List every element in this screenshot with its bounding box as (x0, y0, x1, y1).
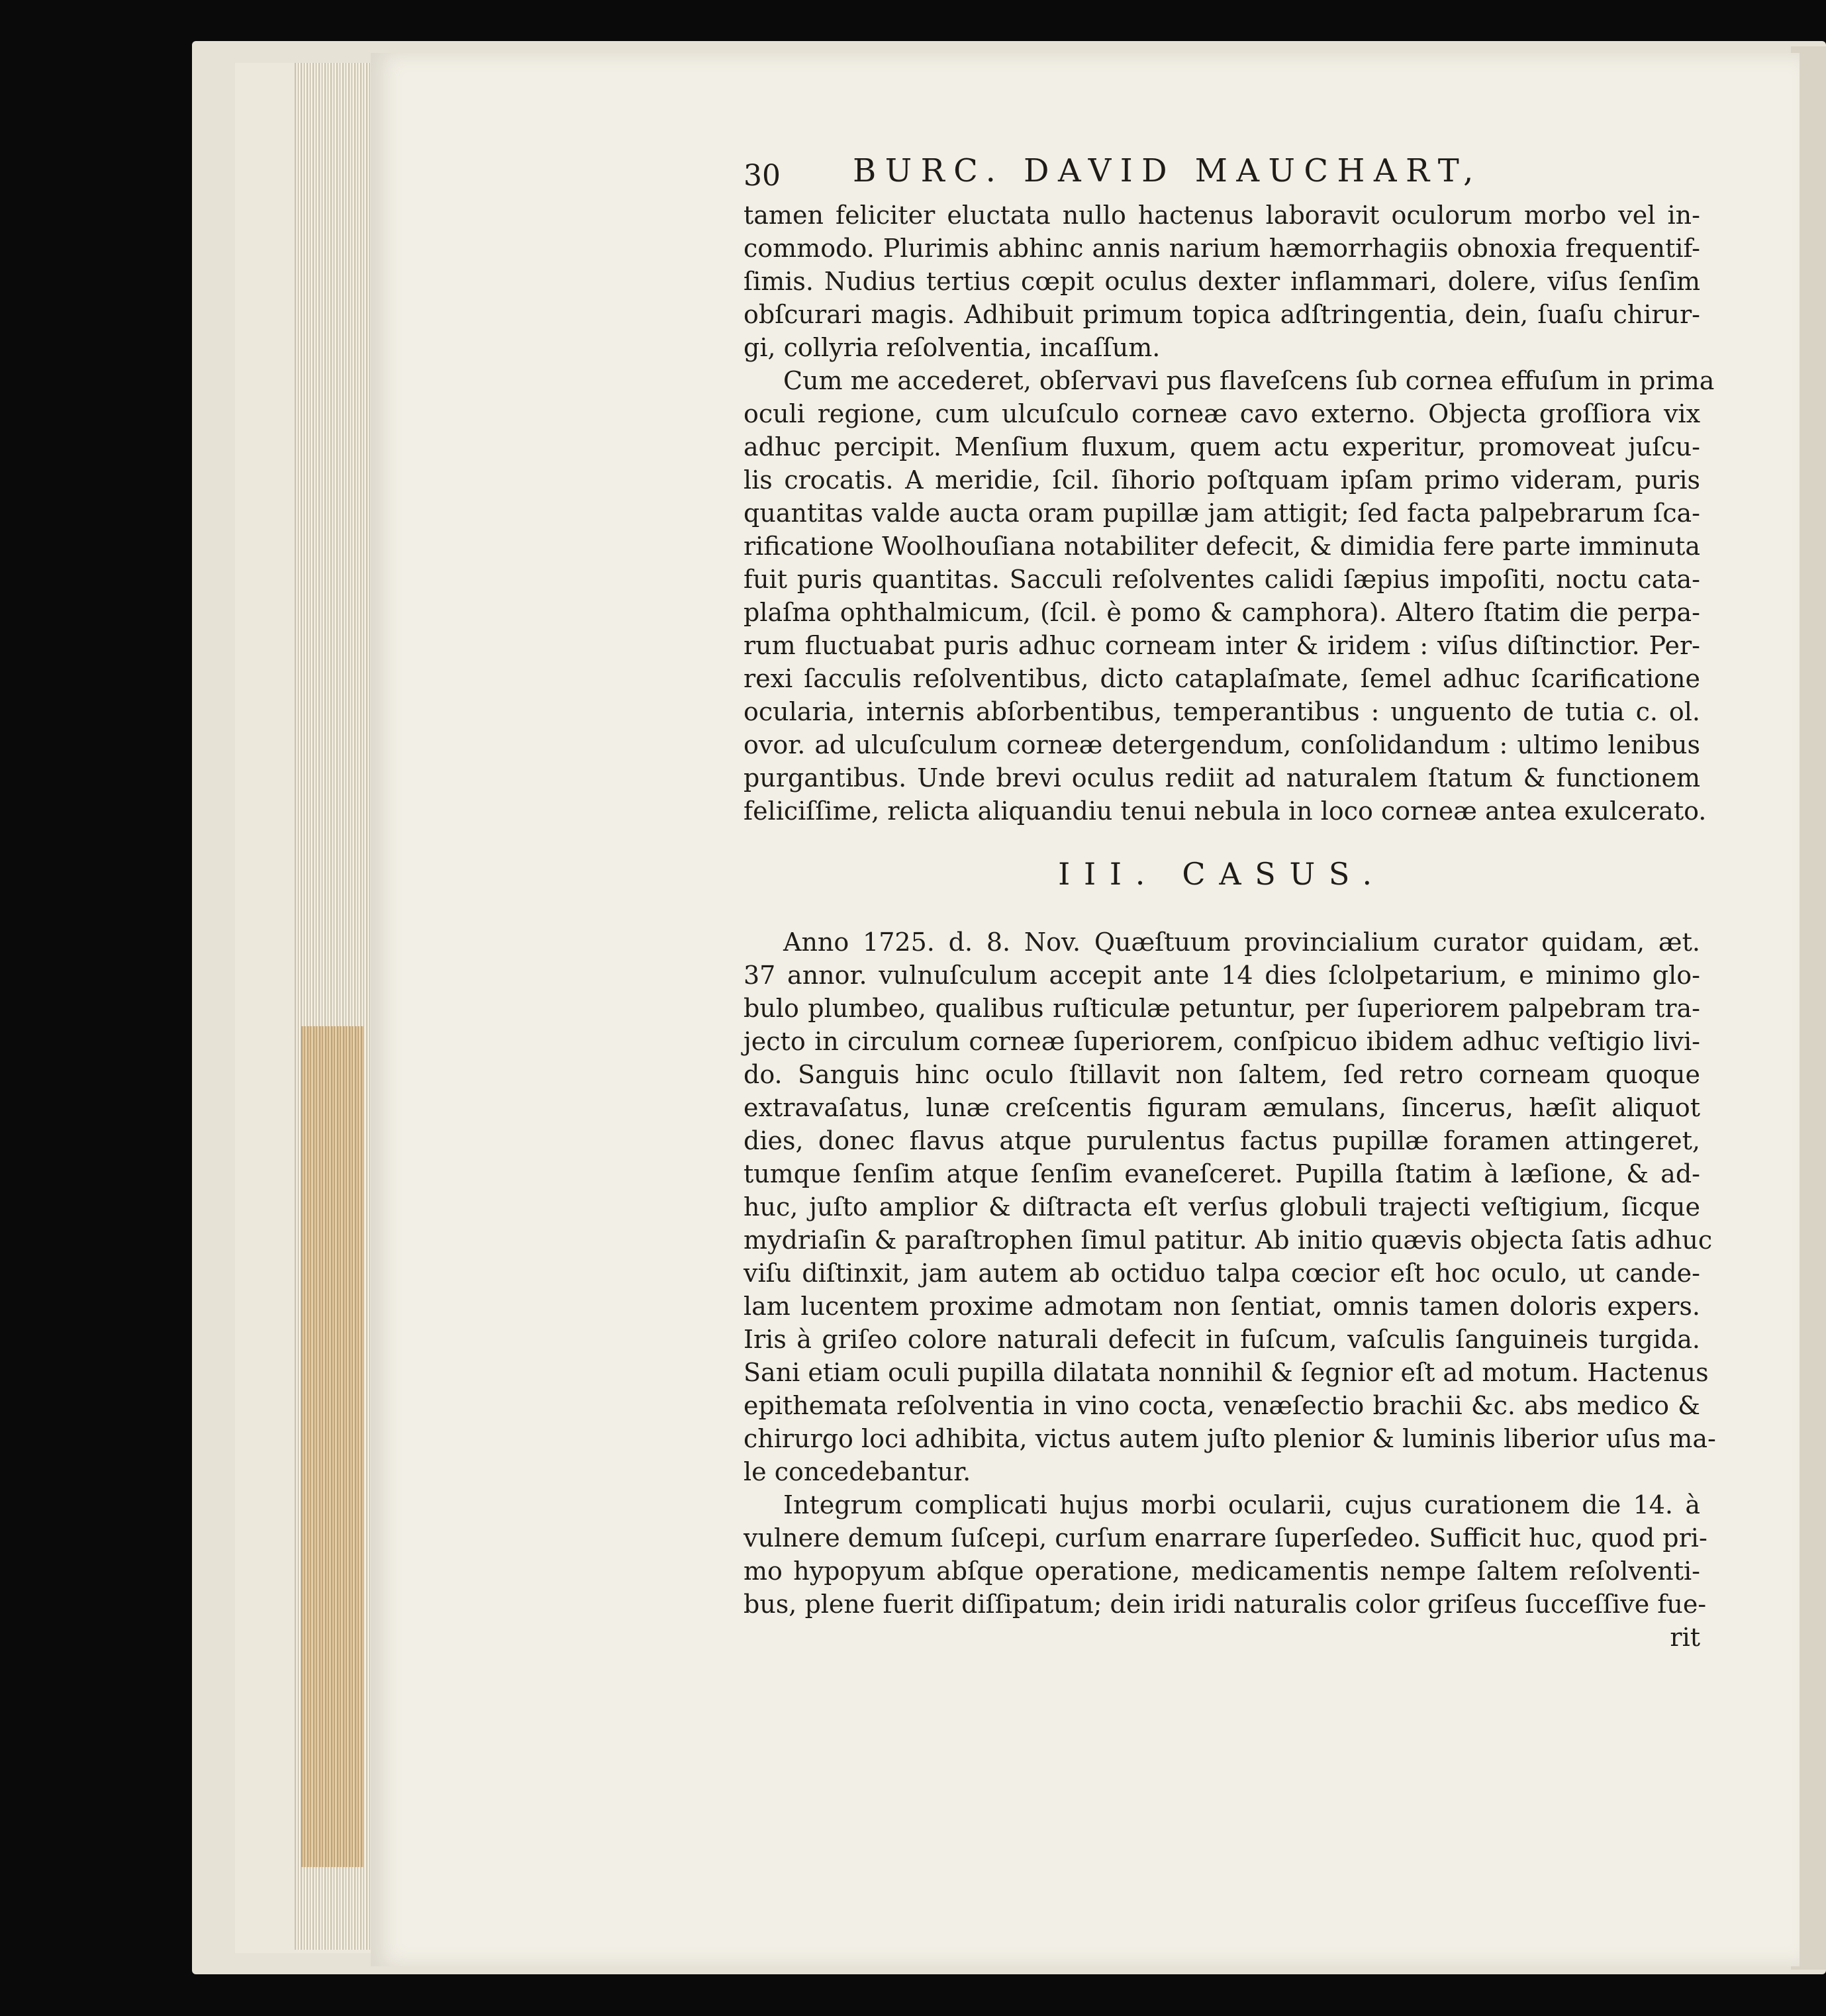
text-line: purgantibus. Unde brevi oculus rediit ad naturalem ſtatum & functionem (744, 763, 1700, 792)
text-line: plaſma ophthalmicum, (ſcil. è pomo & camphora). Altero ſtatim die perpa- (744, 598, 1700, 627)
running-title: BURC. DAVID MAUCHART, (853, 152, 1482, 189)
text-line: rexi ſacculis reſolventibus, dicto cataplaſmate, ſemel adhuc ſcarificatione (744, 664, 1700, 693)
page-number: 30 (744, 159, 781, 193)
page-text-block (744, 152, 1716, 1654)
catchword: rit (1670, 1623, 1700, 1652)
text-line: ocularia, internis abſorbentibus, temperantibus : unguento de tutia c. ol. (744, 697, 1700, 726)
paragraph (744, 199, 1700, 364)
text-line: mo hypopyum abſque operatione, medicamentis nempe ſaltem reſolventi- (744, 1557, 1700, 1586)
text-line: fuit puris quantitas. Sacculi reſolventes calidi ſæpius impoſiti, noctu cata- (744, 565, 1700, 594)
text-line: rificatione Woolhouſiana notabiliter defecit, & dimidia fere parte imminuta (744, 532, 1700, 561)
text-line: Integrum complicati hujus morbi ocularii, cujus curationem die 14. à (783, 1490, 1700, 1519)
text-line: adhuc percipit. Menſium fluxum, quem actu experitur, promoveat juſcu- (744, 432, 1700, 461)
text-line: mydriaſin & paraſtrophen ſimul patitur. Ab initio quævis objecta ſatis adhuc (744, 1225, 1713, 1255)
text-line: lam lucentem proxime admotam non ſentiat, omnis tamen doloris expers. (744, 1292, 1700, 1321)
text-line: ſimis. Nudius tertius cœpit oculus dexter inflammari, dolere, viſus ſenſim (744, 267, 1700, 296)
top-paragraphs (744, 199, 1715, 828)
paragraph (744, 1488, 1707, 1621)
text-line: oculi regione, cum ulcuſculo corneæ cavo externo. Objecta groſſiora vix (744, 399, 1700, 428)
text-line: extravaſatus, lunæ creſcentis figuram æmulans, ſincerus, hæſit aliquot (744, 1093, 1700, 1122)
text-line: rum fluctuabat puris adhuc corneam inter & iridem : viſus diſtinctior. Per- (744, 631, 1700, 660)
text-line: bus, plene fuerit diſſipatum; dein iridi naturalis color griſeus ſucceſſive fue- (744, 1590, 1707, 1619)
text-line: vulnere demum ſuſcepi, curſum enarrare ſuperſedeo. Sufficit huc, quod pri- (744, 1523, 1707, 1553)
text-line: quantitas valde aucta oram pupillæ jam attigit; ſed facta palpebrarum ſca- (744, 499, 1700, 528)
text-line: jecto in circulum corneæ ſuperiorem, conſpicuo ibidem adhuc veſtigio livi- (744, 1027, 1700, 1056)
text-line: Cum me accederet, obſervavi pus flaveſcens ſub cornea effuſum in prima (783, 366, 1715, 395)
page-edges-stained (301, 1026, 364, 1867)
text-line: commodo. Plurimis abhinc annis narium hæmorrhagiis obnoxia frequentif- (744, 234, 1700, 263)
text-line: lis crocatis. A meridie, ſcil. ſihorio poſtquam ipſam primo videram, puris (744, 465, 1700, 495)
paragraph (744, 926, 1716, 1488)
bottom-paragraphs (744, 926, 1716, 1621)
text-line: chirurgo loci adhibita, victus autem juſto plenior & luminis liberior uſus ma- (744, 1424, 1716, 1453)
text-line: ovor. ad ulcuſculum corneæ detergendum, conſolidandum : ultimo lenibus (744, 730, 1700, 759)
paragraph (744, 364, 1715, 828)
text-line: viſu diſtinxit, jam autem ab octiduo talpa cœcior eſt hoc oculo, ut cande- (744, 1259, 1700, 1288)
text-line: do. Sanguis hinc oculo ſtillavit non ſaltem, ſed retro corneam quoque (744, 1060, 1700, 1089)
text-line: tamen feliciter eluctata nullo hactenus laboravit oculorum morbo vel in- (744, 201, 1700, 230)
text-line: Sani etiam oculi pupilla dilatata nonnihil & ſegnior eſt ad motum. Hactenus (744, 1358, 1709, 1387)
text-line: gi, collyria reſolventia, incaſſum. (744, 333, 1161, 362)
text-line: feliciſſime, relicta aliquandiu tenui nebula in loco corneæ antea exulcerato. (744, 796, 1707, 826)
running-head (744, 152, 1700, 199)
text-line: 37 annor. vulnuſculum accepit ante 14 dies ſclolpetarium, e minimo glo- (744, 961, 1700, 990)
text-line: bulo plumbeo, qualibus ruſticulæ petuntur, per ſuperiorem palpebram tra- (744, 994, 1700, 1023)
text-line: le concedebantur. (744, 1457, 971, 1486)
section-heading: III. CASUS. (1058, 856, 1386, 892)
text-line: Iris à griſeo colore naturali defecit in fuſcum, vaſculis ſanguineis turgida. (744, 1325, 1700, 1354)
text-line: obſcurari magis. Adhibuit primum topica adſtringentia, dein, ſuaſu chirur- (744, 300, 1700, 329)
text-line: epithemata reſolventia in vino cocta, venæſectio brachii &c. abs medico & (744, 1391, 1700, 1420)
text-line: Anno 1725. d. 8. Nov. Quæſtuum provincialium curator quidam, æt. (783, 928, 1700, 957)
text-line: huc, juſto amplior & diſtracta eſt verſus globuli trajecti veſtigium, ſicque (744, 1192, 1700, 1222)
text-line: dies, donec flavus atque purulentus factus pupillæ foramen attingeret, (744, 1126, 1700, 1155)
text-line: tumque ſenſim atque ſenſim evaneſceret. Pupilla ſtatim à læſione, & ad- (744, 1159, 1700, 1188)
